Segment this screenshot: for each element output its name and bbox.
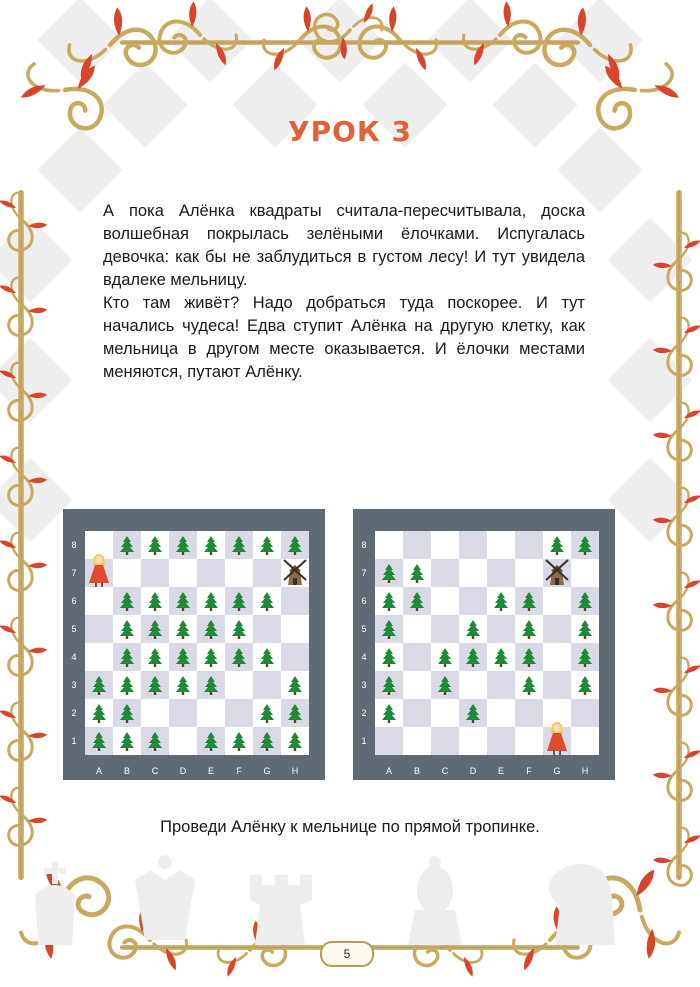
board-square	[403, 643, 431, 671]
board-square	[459, 559, 487, 587]
board-square	[571, 559, 599, 587]
board-square	[543, 671, 571, 699]
file-label: G	[553, 766, 561, 776]
rank-label: 3	[71, 680, 77, 690]
file-label: F	[236, 766, 242, 776]
rank-label: 1	[71, 736, 77, 746]
rank-label: 3	[361, 680, 367, 690]
board-square	[253, 671, 281, 699]
rank-label: 4	[71, 652, 77, 662]
story-paragraph-1: А пока Алёнка квадраты считала-пересчитывала, доска волшебная покрылась зелёными ёлочками. Испугалась девочка: как бы не заблудиться в густом лесу! И тут увидела вдалеке мельницу.	[103, 202, 585, 289]
board-square	[85, 615, 113, 643]
board-square	[487, 531, 515, 559]
board-square	[515, 727, 543, 755]
board-square	[459, 531, 487, 559]
file-label: D	[179, 766, 187, 776]
board-square	[487, 559, 515, 587]
board-square	[431, 587, 459, 615]
file-label: G	[263, 766, 271, 776]
chessboard-left	[63, 509, 325, 780]
board-square	[515, 531, 543, 559]
task-caption: Проведи Алёнку к мельнице по прямой тропинке.	[160, 818, 540, 836]
rank-label: 2	[361, 708, 367, 718]
story-text	[103, 200, 585, 384]
board-square	[225, 559, 253, 587]
board-square	[431, 559, 459, 587]
file-label: D	[469, 766, 477, 776]
board-square	[431, 699, 459, 727]
board-square	[487, 727, 515, 755]
rank-label: 7	[361, 568, 367, 578]
rank-label: 8	[71, 540, 77, 550]
file-label: E	[207, 766, 215, 776]
board-square	[85, 643, 113, 671]
chessboard-right	[353, 509, 615, 780]
file-label: C	[151, 766, 159, 776]
file-label: E	[497, 766, 505, 776]
board-square	[113, 559, 141, 587]
board-square	[459, 727, 487, 755]
board-square	[515, 699, 543, 727]
board-square	[431, 615, 459, 643]
board-square	[487, 699, 515, 727]
board-square	[403, 531, 431, 559]
board-square	[169, 727, 197, 755]
board-square	[543, 643, 571, 671]
board-square	[431, 727, 459, 755]
board-square	[253, 559, 281, 587]
board-square	[253, 615, 281, 643]
board-square	[571, 727, 599, 755]
board-square	[459, 587, 487, 615]
file-label: H	[291, 766, 299, 776]
board-square	[403, 699, 431, 727]
rank-label: 4	[361, 652, 367, 662]
file-label: A	[95, 766, 103, 776]
board-square	[487, 615, 515, 643]
file-label: B	[413, 766, 421, 776]
board-square	[375, 727, 403, 755]
rank-label: 8	[361, 540, 367, 550]
story-paragraph-2: Кто там живёт? Надо добраться туда поскорее. И тут начались чудеса! Едва ступит Алёнка на другую клетку, как мельница в другом месте оказывается. И ёлочки местами меняются, путают Алёнку.	[103, 294, 585, 381]
file-label: F	[526, 766, 532, 776]
rank-label: 6	[71, 596, 77, 606]
board-square	[431, 531, 459, 559]
board-square	[571, 699, 599, 727]
board-square	[281, 615, 309, 643]
rank-label: 5	[361, 624, 367, 634]
board-square	[225, 671, 253, 699]
board-square	[375, 531, 403, 559]
rank-label: 7	[71, 568, 77, 578]
board-square	[169, 699, 197, 727]
board-square	[403, 615, 431, 643]
rank-label: 6	[361, 596, 367, 606]
board-square	[543, 587, 571, 615]
file-label: C	[441, 766, 449, 776]
page-number: 5	[320, 941, 374, 967]
rank-label: 2	[71, 708, 77, 718]
board-square	[197, 699, 225, 727]
board-square	[543, 615, 571, 643]
rank-label: 5	[71, 624, 77, 634]
rank-label: 1	[361, 736, 367, 746]
lesson-title: УРОК 3	[287, 115, 413, 148]
file-label: H	[581, 766, 589, 776]
board-square	[141, 559, 169, 587]
board-square	[225, 699, 253, 727]
board-square	[141, 699, 169, 727]
file-label: A	[385, 766, 393, 776]
board-square	[487, 671, 515, 699]
board-square	[85, 587, 113, 615]
board-square	[281, 587, 309, 615]
board-square	[281, 643, 309, 671]
board-square	[403, 727, 431, 755]
file-label: B	[123, 766, 131, 776]
board-square	[515, 559, 543, 587]
board-square	[403, 671, 431, 699]
board-square	[197, 559, 225, 587]
board-square	[459, 671, 487, 699]
board-square	[169, 559, 197, 587]
